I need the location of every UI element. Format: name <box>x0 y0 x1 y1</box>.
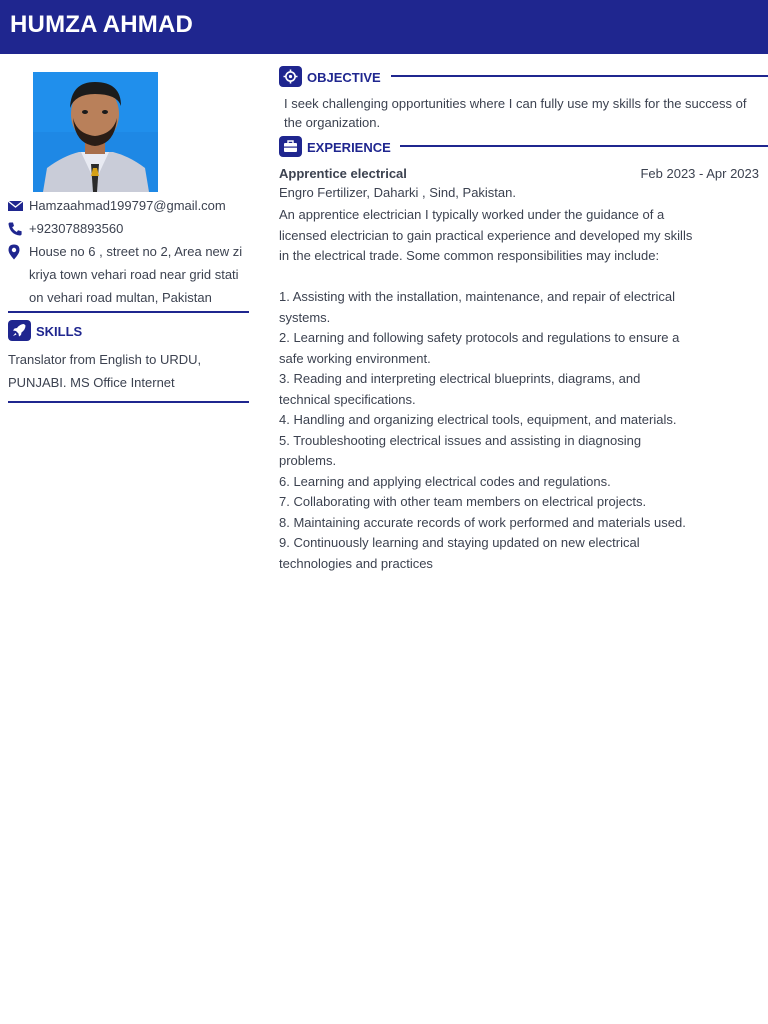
job-dates: Feb 2023 - Apr 2023 <box>640 166 759 181</box>
experience-divider <box>400 145 768 147</box>
left-divider-top <box>8 311 249 313</box>
job-description <box>279 205 693 574</box>
job-duty-item: 5. Troubleshooting electrical issues and assisting in diagnosing problems. <box>279 432 642 468</box>
profile-photo <box>33 72 158 192</box>
job-duty-item: 6. Learning and applying electrical codes and regulations. <box>279 473 611 489</box>
contact-address: House no 6 , street no 2, Area new zi kriya town vehari road near grid stati on vehari road multan, Pakistan <box>29 244 243 305</box>
job-company: Engro Fertilizer, Daharki , Sind, Pakistan. <box>279 185 516 200</box>
left-divider-bottom <box>8 401 249 403</box>
contact-phone[interactable]: +923078893560 <box>29 221 124 236</box>
contact-email[interactable]: Hamzaahmad199797@gmail.com <box>29 198 226 213</box>
phone-icon <box>8 222 24 236</box>
candidate-name: HUMZA AHMAD <box>10 11 194 38</box>
objective-text: I seek challenging opportunities where I can fully use my skills for the success of the organization. <box>284 96 747 130</box>
skills-heading: SKILLS <box>36 324 83 339</box>
job-intro: An apprentice electrician I typically worked under the guidance of a licensed electrician to gain practical experience and developed my skills in the electrical trade. Some common responsibilities may include: <box>279 207 693 263</box>
resume-header <box>0 0 768 54</box>
job-duty-item: 1. Assisting with the installation, maintenance, and repair of electrical systems. <box>279 289 675 325</box>
job-duty-item: 4. Handling and organizing electrical tools, equipment, and materials. <box>279 412 677 427</box>
objective-heading: OBJECTIVE <box>307 70 381 85</box>
job-duty-item: 3. Reading and interpreting electrical blueprints, diagrams, and technical specifications. <box>279 371 641 407</box>
target-icon <box>279 66 302 87</box>
rocket-icon <box>8 320 31 341</box>
envelope-icon <box>8 199 24 213</box>
objective-divider <box>391 75 768 77</box>
skills-text: Translator from English to URDU, PUNJABI. MS Office Internet <box>8 352 202 390</box>
location-pin-icon <box>8 244 22 260</box>
job-duty-item: 8. Maintaining accurate records of work performed and materials used. <box>279 514 686 530</box>
job-title: Apprentice electrical <box>279 166 407 181</box>
experience-heading: EXPERIENCE <box>307 140 391 155</box>
profile-photo-illustration <box>33 72 158 192</box>
job-duty-item: 7. Collaborating with other team members on electrical projects. <box>279 494 647 509</box>
job-duty-item: 9. Continuously learning and staying updated on new electrical technologies and practices <box>279 535 640 571</box>
job-duty-item: 2. Learning and following safety protocols and regulations to ensure a safe working environment. <box>279 330 680 366</box>
job-description-spacer <box>279 267 693 288</box>
briefcase-icon <box>279 136 302 157</box>
